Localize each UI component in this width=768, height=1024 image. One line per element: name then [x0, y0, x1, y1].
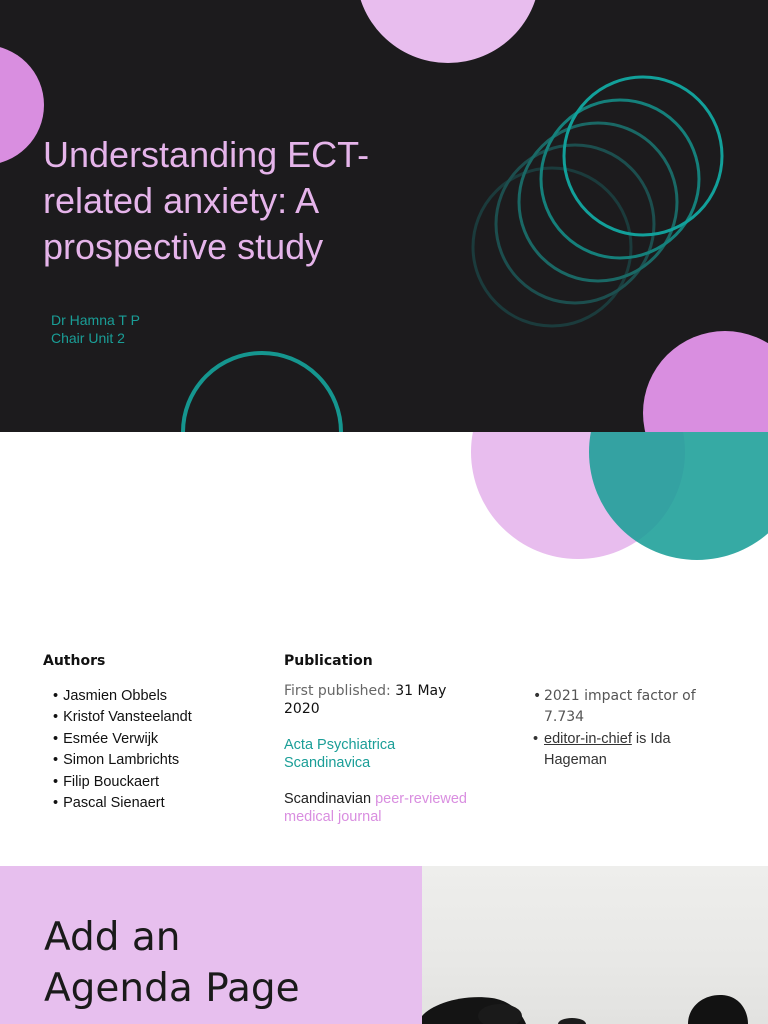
teal-ring-bottom — [183, 353, 341, 432]
people-silhouettes — [422, 866, 768, 1024]
author-item: • Esmée Verwijk — [53, 729, 192, 750]
peer-reviewed-link[interactable]: peer-reviewed medical journal — [284, 791, 467, 825]
authors-list — [53, 686, 192, 814]
pink-circle-left — [0, 45, 44, 165]
presenter-name: Dr Hamna T P — [51, 312, 140, 328]
teal-rings-cluster — [473, 77, 722, 326]
editor-in-chief-link[interactable]: editor-in-chief — [544, 730, 632, 747]
authors-heading: Authors — [43, 653, 106, 669]
pink-circle-top — [356, 0, 540, 63]
presentation-title: Understanding ECT-related anxiety: A prospective study — [43, 134, 370, 267]
journal-facts — [533, 686, 733, 772]
first-published-date: 31 May 2020 — [284, 683, 447, 717]
publication-heading: Publication — [284, 653, 373, 669]
first-published-label: First published: — [284, 683, 391, 699]
person-hair-right — [688, 995, 748, 1024]
author-item: • Jasmien Obbels — [53, 686, 192, 707]
agenda-heading-line1: Add an — [44, 915, 181, 960]
presenter-block — [51, 311, 140, 347]
agenda-heading — [44, 912, 300, 1014]
author-item: • Pascal Sienaert — [53, 793, 192, 814]
author-item: • Kristof Vansteelandt — [53, 707, 192, 728]
agenda-photo — [422, 866, 768, 1024]
title-slide — [0, 0, 768, 432]
impact-factor: • 2021 impact factor of 7.734 — [533, 686, 733, 729]
presenter-role: Chair Unit 2 — [51, 330, 125, 346]
editor-name: is Ida Hageman — [544, 730, 671, 769]
agenda-slide — [0, 866, 768, 1024]
study-details-slide — [0, 432, 768, 866]
editor-info — [533, 729, 733, 772]
person-head-middle — [558, 1018, 586, 1024]
journal-name[interactable]: Acta Psychiatrica Scandinavica — [284, 737, 396, 771]
agenda-heading-line2: Agenda Page — [44, 966, 300, 1011]
journal-desc-prefix: Scandinavian — [284, 791, 372, 807]
first-published — [284, 682, 484, 718]
journal-description — [284, 790, 484, 826]
author-item: • Filip Bouckaert — [53, 772, 192, 793]
author-item: • Simon Lambrichts — [53, 750, 192, 771]
pink-circle-right — [643, 331, 768, 432]
